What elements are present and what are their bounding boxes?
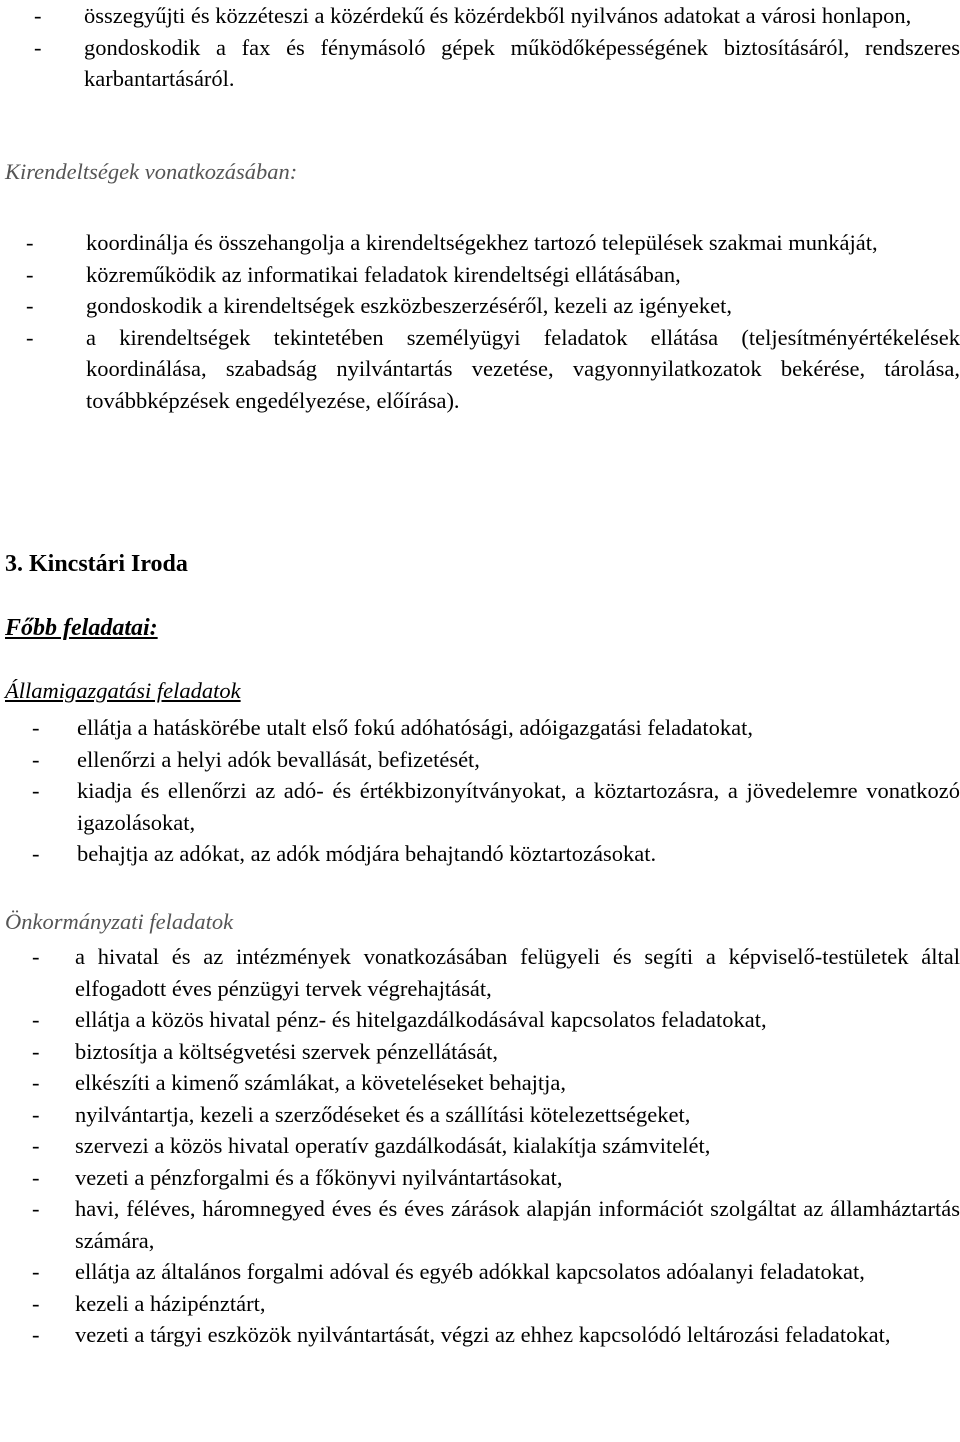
list-item — [0, 744, 960, 776]
list-item-text: kiadja és ellenőrzi az adó- és értékbizonyítványokat, a köztartozásra, a jövedelemre vonatkozó igazolásokat, — [77, 778, 960, 835]
list-dash: - — [34, 3, 42, 28]
list-item — [0, 1256, 960, 1288]
list-item — [0, 0, 960, 32]
list-dash: - — [32, 1007, 40, 1032]
list-item — [0, 941, 960, 1004]
list-item — [0, 1130, 960, 1162]
list-dash: - — [32, 715, 40, 740]
list-item — [0, 1193, 960, 1256]
list-item-text: a kirendeltségek tekintetében személyügyi feladatok ellátása (teljesítményértékelések koordinálása, szabadság nyilvántartás vezetése, vagyonnyilatkozatok bekérése, tárolása, továbbképzések engedélyezése, előírása). — [86, 324, 960, 413]
list-item — [0, 1099, 960, 1131]
list-item-text: összegyűjti és közzéteszi a közérdekű és közérdekből nyilvános adatokat a városi honlapon, — [84, 3, 912, 28]
list-item-text: szervezi a közös hivatal operatív gazdálkodását, kialakítja számvitelét, — [75, 1133, 711, 1158]
list-item — [0, 1319, 960, 1351]
list-dash: - — [26, 230, 34, 255]
onkormanyzati-list — [0, 941, 960, 1351]
top-list — [0, 0, 960, 95]
list-item-text: gondoskodik a kirendeltségek eszközbeszerzéséről, kezeli az igényeket, — [86, 293, 732, 318]
list-item-text: elkészíti a kimenő számlákat, a követeléseket behajtja, — [75, 1070, 567, 1095]
onkormanyzati-heading: Önkormányzati feladatok — [5, 909, 234, 934]
list-item-text: közreműködik az informatikai feladatok kirendeltségi ellátásában, — [86, 261, 681, 287]
allamigazgatasi-heading: Államigazgatási feladatok — [5, 678, 241, 703]
list-item — [0, 1162, 960, 1194]
list-item-text: a hivatal és az intézmények vonatkozásában felügyeli és segíti a képviselő-testületek által elfogadott éves pénzügyi tervek végrehajtását, — [75, 944, 960, 1001]
list-dash: - — [32, 841, 40, 866]
section-title: 3. Kincstári Iroda — [5, 551, 188, 577]
list-dash: - — [32, 1259, 40, 1284]
list-item — [0, 1036, 960, 1068]
list-item-text: koordinálja és összehangolja a kirendeltségekhez tartozó települések szakmai munkáját, — [86, 230, 878, 255]
list-item — [0, 1067, 960, 1099]
list-item — [0, 227, 960, 259]
list-item — [0, 838, 960, 870]
kirendeltsegek-list — [0, 227, 960, 416]
list-item — [0, 259, 960, 291]
list-dash: - — [32, 1101, 40, 1127]
list-item-text: gondoskodik a fax és fénymásoló gépek működőképességének biztosításáról, rendszeres karbantartásáról. — [84, 34, 960, 91]
list-dash: - — [26, 261, 34, 287]
list-dash: - — [32, 944, 40, 969]
allamigazgatasi-list — [0, 712, 960, 870]
list-dash: - — [32, 746, 40, 772]
list-item-text: ellátja a közös hivatal pénz- és hitelgazdálkodásával kapcsolatos feladatokat, — [75, 1007, 767, 1032]
list-item — [0, 290, 960, 322]
list-item-text: ellátja a hatáskörébe utalt első fokú adóhatósági, adóigazgatási feladatokat, — [77, 715, 753, 740]
list-dash: - — [26, 324, 34, 350]
list-item — [0, 1004, 960, 1036]
list-item — [0, 32, 960, 95]
list-item-text: havi, féléves, háromnegyed éves és éves zárások alapján információt szolgáltat az államháztartás számára, — [75, 1196, 960, 1253]
list-dash: - — [32, 778, 40, 803]
list-item-text: vezeti a pénzforgalmi és a főkönyvi nyilvántartásokat, — [75, 1164, 563, 1190]
list-item-text: ellenőrzi a helyi adók bevallását, befizetését, — [77, 746, 480, 772]
list-item-text: ellátja az általános forgalmi adóval és egyéb adókkal kapcsolatos adóalanyi feladatokat, — [75, 1259, 865, 1284]
list-dash: - — [32, 1038, 40, 1064]
kirendeltsegek-heading: Kirendeltségek vonatkozásában: — [5, 159, 298, 184]
list-item-text: kezeli a házipénztárt, — [75, 1290, 266, 1316]
list-dash: - — [32, 1322, 40, 1347]
list-item — [0, 1288, 960, 1320]
list-dash: - — [34, 34, 42, 60]
list-dash: - — [32, 1164, 40, 1190]
list-dash: - — [32, 1290, 40, 1316]
list-dash: - — [32, 1133, 40, 1158]
list-dash: - — [26, 293, 34, 318]
main-heading: Főbb feladatai: — [5, 615, 158, 641]
list-dash: - — [32, 1196, 40, 1221]
list-dash: - — [32, 1070, 40, 1095]
list-item — [0, 775, 960, 838]
list-item-text: biztosítja a költségvetési szervek pénzellátását, — [75, 1038, 498, 1064]
list-item — [0, 712, 960, 744]
list-item — [0, 322, 960, 417]
list-item-text: behajtja az adókat, az adók módjára behajtandó köztartozásokat. — [77, 841, 657, 866]
list-item-text: nyilvántartja, kezeli a szerződéseket és a szállítási kötelezettségeket, — [75, 1101, 691, 1127]
list-item-text: vezeti a tárgyi eszközök nyilvántartását, végzi az ehhez kapcsolódó leltározási feladatokat, — [75, 1322, 891, 1347]
